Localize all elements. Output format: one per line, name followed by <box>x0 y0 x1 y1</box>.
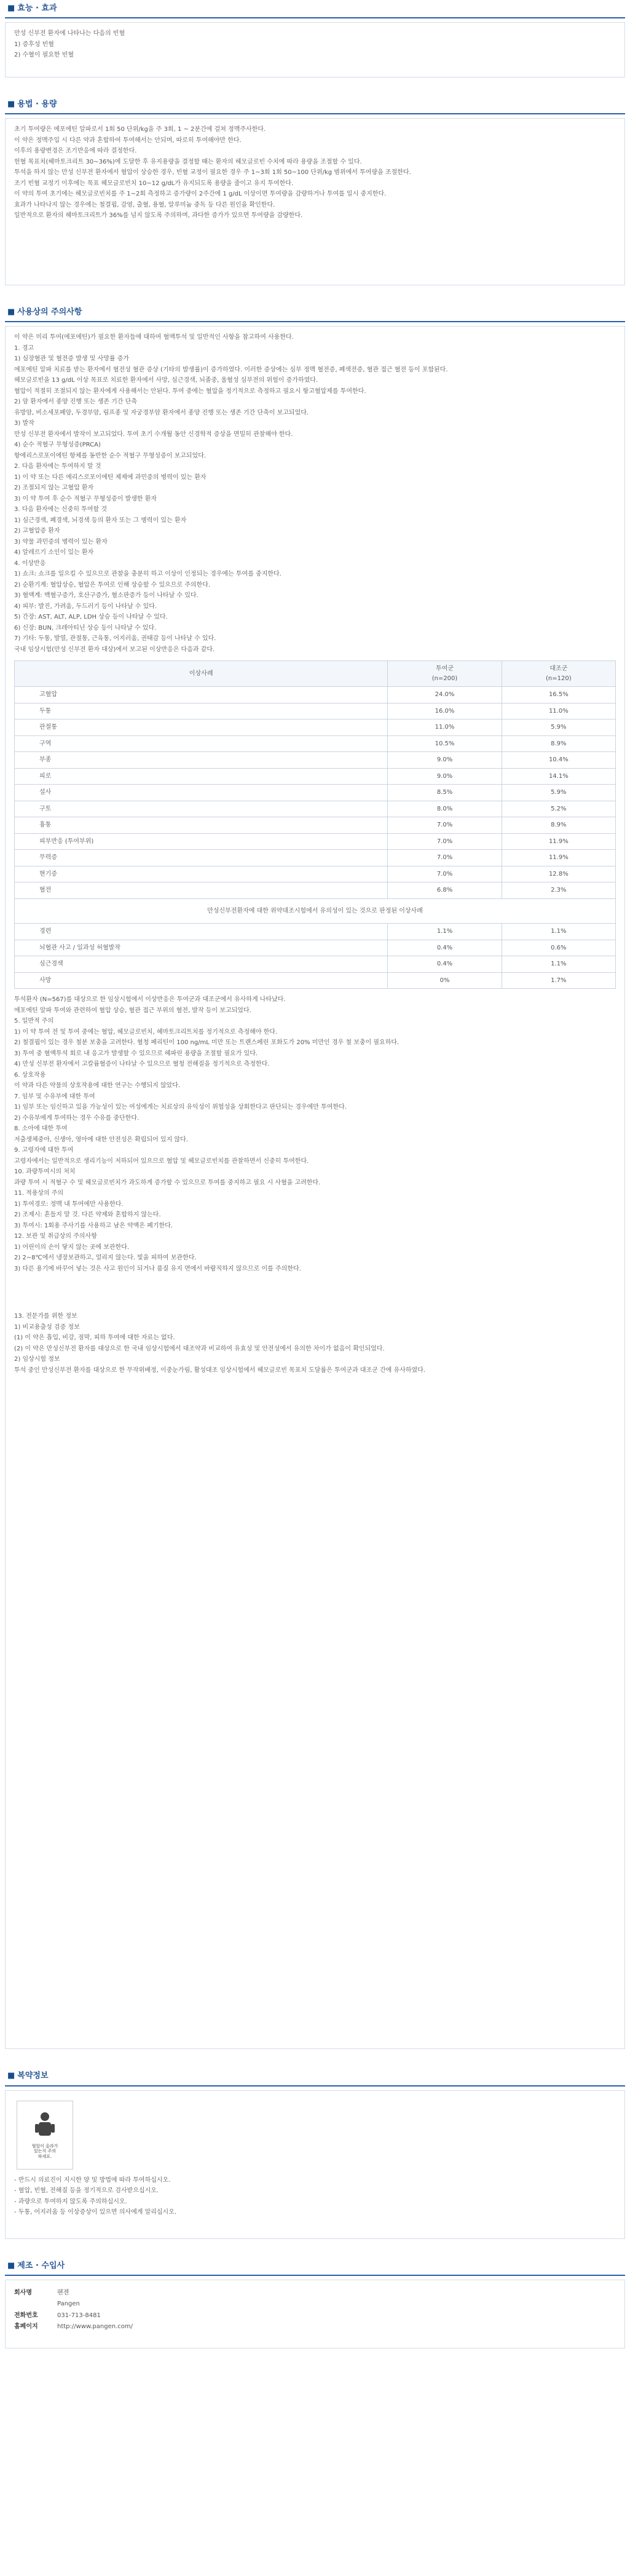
precaution-line: 2) 암 환자에서 종양 진행 또는 생존 기간 단축 <box>14 398 137 406</box>
rate-cell: 10.5% <box>388 735 502 752</box>
precaution-line: 에포에틴 알파 투여와 관련하여 혈압 상승, 혈관 접근 부위의 혈전, 발작 등이 보고되었다. <box>14 1007 251 1014</box>
medication-info-title: ■ 복약정보 <box>5 2067 625 2086</box>
table-row <box>15 866 616 882</box>
precaution-line: 4) 만성 신부전 환자에서 고칼륨혈증이 나타날 수 있으므로 혈청 전해질을 정기적으로 측정한다. <box>14 1061 270 1068</box>
rate-cell: 0.4% <box>388 940 502 956</box>
table-row <box>15 703 616 719</box>
rate-cell: 7.0% <box>388 817 502 834</box>
rate-cell: 8.0% <box>388 801 502 817</box>
precaution-line: 12. 보관 및 취급상의 주의사항 <box>14 1233 97 1240</box>
precautions-intro <box>14 333 616 654</box>
rate-cell: 24.0% <box>388 687 502 703</box>
rate-cell: 1.1% <box>388 924 502 940</box>
event-name-cell: 고혈압 <box>15 687 388 703</box>
rate-cell: 11.0% <box>388 719 502 736</box>
dosage-box <box>5 118 625 285</box>
medication-info-section <box>5 2067 625 2238</box>
event-name-cell: 무력증 <box>15 850 388 866</box>
precaution-line: 10. 과량투여시의 처치 <box>14 1168 76 1176</box>
rate-cell: 7.0% <box>388 850 502 866</box>
medication-line: - 과량으로 투여하지 않도록 주의하십시오. <box>14 2198 127 2205</box>
table-row <box>15 785 616 801</box>
dosage-line: 이 약은 정맥주입 시 다른 약과 혼합하여 투여해서는 안되며, 따로히 투여해야만 한다. <box>14 137 242 144</box>
precaution-line: 3) 발작 <box>14 420 34 427</box>
table-header: 대조군 (n=120) <box>502 661 615 687</box>
table-header: 투여군 (n=200) <box>388 661 502 687</box>
dosage-section <box>5 96 625 285</box>
event-name-cell: 피부반응 (투여부위) <box>15 833 388 850</box>
precaution-line: 고령자에서는 일반적으로 생리기능이 저하되어 있으므로 혈압 및 헤모글로빈치를 관찰하면서 신중히 투여한다. <box>14 1157 309 1165</box>
precaution-line: 3) 투여시: 1회용 주사기를 사용하고 남은 약액은 폐기한다. <box>14 1222 173 1229</box>
dosage-line: 효과가 나타나지 않는 경우에는 철결핍, 감염, 출혈, 용혈, 알루미늄 중독 등 다른 원인을 확인한다. <box>14 201 275 208</box>
precautions-box <box>5 326 625 2049</box>
medication-line: - 혈압, 빈혈, 전해질 등을 정기적으로 검사받으십시오. <box>14 2187 159 2195</box>
rate-cell: 0.6% <box>502 940 615 956</box>
precautions-section <box>5 304 625 2049</box>
table-row <box>15 752 616 769</box>
table-row <box>15 850 616 866</box>
table-row <box>15 833 616 850</box>
dosage-line: 초기 투여량은 에포에틴 알파로서 1회 50 단위/kg을 주 3회, 1 ~ 2분간에 걸쳐 정맥주사한다. <box>14 126 266 133</box>
rate-cell: 0.4% <box>388 956 502 973</box>
precaution-line: 7. 임부 및 수유부에 대한 투여 <box>14 1093 95 1100</box>
event-name-cell: 경련 <box>15 924 388 940</box>
efficacy-line: 1) 증후성 빈혈 <box>14 41 54 48</box>
table-row <box>15 768 616 785</box>
precaution-line: 3. 다음 환자에는 신중히 투여할 것 <box>14 506 108 513</box>
rate-cell: 14.1% <box>502 768 615 785</box>
table-row <box>15 882 616 899</box>
event-name-cell: 현기증 <box>15 866 388 882</box>
precaution-line: 7) 기타: 두통, 발열, 관절통, 근육통, 어지러움, 권태감 등이 나타날 수 있다. <box>14 635 216 643</box>
precaution-line: 11. 적용상의 주의 <box>14 1190 64 1197</box>
precaution-line: 1) 투여경로: 정맥 내 투여에만 사용한다. <box>14 1200 124 1208</box>
precaution-line: 국내 임상시험(만성 신부전 환자 대상)에서 보고된 이상반응은 다음과 같다. <box>14 646 215 653</box>
precaution-line: 저출생체중아, 신생아, 영아에 대한 안전성은 확립되어 있지 않다. <box>14 1136 188 1143</box>
table-row <box>15 719 616 736</box>
table-header: 이상사례 <box>15 661 388 687</box>
precaution-line: 이 약과 다른 약물의 상호작용에 대한 연구는 수행되지 않았다. <box>14 1082 181 1090</box>
expert-info-line: 2) 임상시험 정보 <box>14 1356 60 1363</box>
precaution-line: 1) 임부 또는 임신하고 있을 가능성이 있는 여성에게는 치료상의 유익성이 위험성을 상회한다고 판단되는 경우에만 투여한다. <box>14 1104 347 1111</box>
rate-cell: 1.1% <box>502 956 615 973</box>
precaution-line: 6) 신장: BUN, 크레아티닌 상승 등이 나타날 수 있다. <box>14 624 157 632</box>
rate-cell: 5.2% <box>502 801 615 817</box>
precaution-line: 3) 혈액계: 백혈구증가, 호산구증가, 혈소판증가 등이 나타날 수 있다. <box>14 592 199 600</box>
person-icon <box>33 2110 57 2141</box>
dosage-title: ■ 용법 · 용량 <box>5 96 625 114</box>
event-name-cell: 뇌혈관 사고 / 일과성 허혈발작 <box>15 940 388 956</box>
precaution-line: 1) 심장혈관 및 혈전증 발생 및 사망률 증가 <box>14 355 130 363</box>
precaution-line: 3) 다른 용기에 바꾸어 넣는 것은 사고 원인이 되거나 품질 유지 면에서 바람직하지 않으므로 이를 주의한다. <box>14 1265 301 1272</box>
precaution-line: 3) 이 약 투여 후 순수 적혈구 무형성증이 발생한 환자 <box>14 495 157 502</box>
precaution-line: 8. 소아에 대한 투여 <box>14 1125 68 1133</box>
efficacy-box <box>5 22 625 77</box>
rate-cell: 16.0% <box>388 703 502 719</box>
medication-line: - 반드시 의료진이 지시한 양 및 방법에 따라 투여하십시오. <box>14 2176 171 2184</box>
dosage-line: 조기 빈혈 교정기 이후에는 목표 헤모글로빈치 10~12 g/dL가 유지되도록 용량을 줄이고 유지 투여한다. <box>14 180 294 187</box>
rate-cell: 7.0% <box>388 833 502 850</box>
table-row <box>15 972 616 989</box>
event-name-cell: 구토 <box>15 801 388 817</box>
precaution-line: 2) 순환기계: 혈압상승, 혈압은 투여로 인해 상승할 수 있으므로 주의한다. <box>14 581 211 589</box>
manufacturer-section <box>5 2257 625 2348</box>
homepage-link[interactable]: http://www.pangen.com/ <box>57 2323 133 2331</box>
precaution-line: 헤모글로빈을 13 g/dL 이상 목표로 치료한 환자에서 사망, 심근경색, 뇌졸중, 울혈성 심부전의 위험이 증가하였다. <box>14 377 318 384</box>
dosage-line: 이 약의 투여 초기에는 헤모글로빈치를 주 1~2회 측정하고 증가량이 2주간에 1 g/dL 이상이면 투여량을 감량하거나 투여를 일시 중지한다. <box>14 191 387 198</box>
event-name-cell: 관절통 <box>15 719 388 736</box>
dosage-line: 일반적으로 환자의 헤마토크리트가 36%를 넘지 않도록 주의하며, 과다한 증가가 있으면 투여량을 감량한다. <box>14 212 303 220</box>
event-name-cell: 흉통 <box>15 817 388 834</box>
table-row <box>15 924 616 940</box>
manufacturer-box <box>5 2280 625 2348</box>
table-row <box>15 735 616 752</box>
event-name-cell: 사망 <box>15 972 388 989</box>
precaution-line: 이 약은 미리 투여(에포에틴)가 필요한 환자들에 대하여 혈액투석 및 일반적인 사항을 참고하여 사용한다. <box>14 334 294 341</box>
precaution-line: 2) 고혈압증 환자 <box>14 528 60 535</box>
rate-cell: 12.8% <box>502 866 615 882</box>
rate-cell: 0% <box>388 972 502 989</box>
rate-cell: 9.0% <box>388 768 502 785</box>
homepage-row: 홈페이지 http://www.pangen.com/ <box>14 2322 616 2332</box>
blood-pressure-pictogram <box>17 2101 73 2170</box>
precaution-line: 1) 심근경색, 폐경색, 뇌경색 등의 환자 또는 그 병력이 있는 환자 <box>14 517 187 524</box>
rate-cell: 16.5% <box>502 687 615 703</box>
precaution-line: 1. 경고 <box>14 344 34 352</box>
precaution-line: 2) 철결핍이 있는 경우 철분 보충을 고려한다. 혈청 페리틴이 100 ng/mL 미만 또는 트랜스페린 포화도가 20% 미만인 경우 철 보충이 필요하다. <box>14 1039 400 1047</box>
precaution-line: 4) 피부: 발진, 가려움, 두드러기 등이 나타날 수 있다. <box>14 603 157 610</box>
precaution-line: 5. 일반적 주의 <box>14 1018 54 1025</box>
pictogram-caption: 혈압이 올라가 있는지 주의 하세요. <box>31 2143 58 2159</box>
precaution-line: 9. 고령자에 대한 투여 <box>14 1147 74 1154</box>
precaution-line: 3) 약물 과민증의 병력이 있는 환자 <box>14 538 108 545</box>
company-name-row: 회사명 팬젠 <box>14 2289 69 2296</box>
precaution-line: 에포에틴 알파 치료를 받는 환자에서 혈전성 혈관 증상 (기타의 발생률)이 증가하였다. 이러한 증상에는 심부 정맥 혈전증, 폐색전증, 혈관 접근 혈전 등이 포함된다. <box>14 366 448 373</box>
dosage-line: 투석을 하지 않는 만성 신부전 환자에서 혈압이 상승한 경우, 빈혈 교정이 필요한 경우 주 1~3회 1회 50~100 단위/kg 범위에서 투여량을 조절한다. <box>14 169 411 176</box>
efficacy-section <box>5 0 625 77</box>
rate-cell: 2.3% <box>502 882 615 899</box>
event-name-cell: 부종 <box>15 752 388 769</box>
precaution-line: 2) 조절되지 않는 고혈압 환자 <box>14 485 94 492</box>
event-name-cell: 심근경색 <box>15 956 388 973</box>
rate-cell: 10.4% <box>502 752 615 769</box>
precaution-line: 투석환자 (N=567)를 대상으로 한 임상시험에서 이상반응은 투여군과 대조군에서 유사하게 나타났다. <box>14 996 286 1004</box>
precaution-line: 2. 다음 환자에는 투여하지 말 것 <box>14 463 101 470</box>
manufacturer-title: ■ 제조 · 수입사 <box>5 2257 625 2276</box>
rate-cell: 8.9% <box>502 735 615 752</box>
rate-cell: 7.0% <box>388 866 502 882</box>
precautions-tail <box>14 1312 616 1375</box>
rate-cell: 6.8% <box>388 882 502 899</box>
medication-line: - 두통, 어지러움 등 이상증상이 있으면 의사에게 알리십시오. <box>14 2209 177 2216</box>
precaution-line: 1) 쇼크: 쇼크를 일으킬 수 있으므로 관찰을 충분히 하고 이상이 인정되는 경우에는 투여를 중지한다. <box>14 571 282 578</box>
phone-row: 전화번호 031-713-8481 <box>14 2312 101 2319</box>
precaution-line: 2) 조제시: 흔들지 말 것. 다른 약제와 혼합하지 않는다. <box>14 1211 161 1219</box>
precaution-line: 2) 2~8℃에서 냉장보관하고, 얼리지 않는다. 빛을 피하여 보관한다. <box>14 1254 197 1262</box>
rate-cell: 11.9% <box>502 833 615 850</box>
expert-info-line: (2) 이 약은 만성신부전 환자를 대상으로 한 국내 임상시험에서 대조약과 비교하여 유효성 및 안전성에서 유의한 차이가 없음이 확인되었다. <box>14 1345 385 1352</box>
expert-info-line: 1) 비교용출성 검증 정보 <box>14 1323 80 1331</box>
precaution-line: 6. 상호작용 <box>14 1071 46 1079</box>
precaution-line: 1) 어린이의 손이 닿지 않는 곳에 보관한다. <box>14 1243 130 1251</box>
precaution-line: 혈압이 적절히 조절되지 않는 환자에게 사용해서는 안된다. 투여 중에는 혈압을 정기적으로 측정하고 필요시 항고혈압제를 투여한다. <box>14 387 366 395</box>
rate-cell: 9.0% <box>388 752 502 769</box>
medication-info-box <box>5 2090 625 2239</box>
table-row <box>15 817 616 834</box>
company-name-en-row: Pangen <box>57 2301 80 2308</box>
event-name-cell: 설사 <box>15 785 388 801</box>
rate-cell: 11.9% <box>502 850 615 866</box>
precaution-line: 4) 순수 적혈구 무형성증(PRCA) <box>14 442 101 449</box>
precaution-line: 1) 이 약 또는 다른 에리스로포이에틴 제제에 과민증의 병력이 있는 환자 <box>14 474 207 481</box>
table-row <box>15 801 616 817</box>
table-row <box>15 687 616 703</box>
expert-info-line: 투석 중인 만성신부전 환자를 대상으로 한 무작위배정, 이중눈가림, 활성대조 임상시험에서 헤모글로빈 목표치 도달률은 투여군과 대조군 간에 유사하였다. <box>14 1366 425 1374</box>
precaution-line: 3) 투여 중 혈액투석 회로 내 응고가 발생할 수 있으므로 헤파린 용량을 조절할 필요가 있다. <box>14 1050 258 1057</box>
efficacy-line: 2) 수혈이 필요한 빈혈 <box>14 52 74 59</box>
table-span-row: 만성신부전환자에 대한 위약대조시험에서 유의성이 있는 것으로 판정된 이상사례 <box>15 898 616 924</box>
precaution-line: 2) 수유부에게 투여하는 경우 수유를 중단한다. <box>14 1114 140 1122</box>
precaution-line: 4. 이상반응 <box>14 560 46 567</box>
rate-cell: 5.9% <box>502 719 615 736</box>
rate-cell: 11.0% <box>502 703 615 719</box>
table-row <box>15 956 616 973</box>
rate-cell: 1.1% <box>502 924 615 940</box>
dosage-line: 헌혈 목표치(헤마토크리트 30~36%)에 도달한 후 유지용량을 결정할 때는 환자의 헤모글로빈 수치에 따라 용량을 조절할 수 있다. <box>14 158 362 165</box>
rate-cell: 8.9% <box>502 817 615 834</box>
table-row <box>15 940 616 956</box>
rate-cell: 1.7% <box>502 972 615 989</box>
expert-info-line: 13. 전문가를 위한 정보 <box>14 1313 77 1320</box>
rate-cell: 8.5% <box>388 785 502 801</box>
event-name-cell: 혈전 <box>15 882 388 899</box>
precaution-line: 4) 알레르기 소인이 있는 환자 <box>14 549 94 557</box>
efficacy-line: 만성 신부전 환자에 나타나는 다음의 빈혈 <box>14 30 125 38</box>
rate-cell: 5.9% <box>502 785 615 801</box>
event-name-cell: 피로 <box>15 768 388 785</box>
expert-info-line: (1) 이 약은 흡입, 비강, 점막, 피하 투여에 대한 자료는 없다. <box>14 1334 175 1342</box>
event-name-cell: 구역 <box>15 735 388 752</box>
dosage-line: 이후의 용량변경은 조기반응에 따라 결정한다. <box>14 148 137 155</box>
precaution-line: 5) 간장: AST, ALT, ALP, LDH 상승 등이 나타날 수 있다. <box>14 614 168 621</box>
precaution-line: 1) 이 약 투여 전 및 투여 중에는 혈압, 헤모글로빈치, 헤마토크리트치를 정기적으로 측정해야 한다. <box>14 1028 278 1036</box>
precaution-line: 만성 신부전 환자에서 발작이 보고되었다. 투여 초기 수개월 동안 신경학적 증상을 면밀히 관찰해야 한다. <box>14 430 293 438</box>
precautions-after <box>14 995 616 1274</box>
efficacy-title: ■ 효능 · 효과 <box>5 0 625 18</box>
precaution-line: 항에리스로포이에틴 항체를 동반한 순수 적혈구 무형성증이 보고되었다. <box>14 452 207 459</box>
precautions-title: ■ 사용상의 주의사항 <box>5 304 625 322</box>
event-name-cell: 두통 <box>15 703 388 719</box>
adverse-events-table <box>14 660 616 989</box>
precaution-line: 과량 투여 시 적혈구 수 및 헤모글로빈치가 과도하게 증가할 수 있으므로 투여를 중지하고 필요 시 사혈을 고려한다. <box>14 1179 321 1186</box>
precaution-line: 유방암, 비소세포폐암, 두경부암, 림프종 및 자궁경부암 환자에서 종양 진행 또는 생존 기간 단축이 보고되었다. <box>14 409 309 416</box>
